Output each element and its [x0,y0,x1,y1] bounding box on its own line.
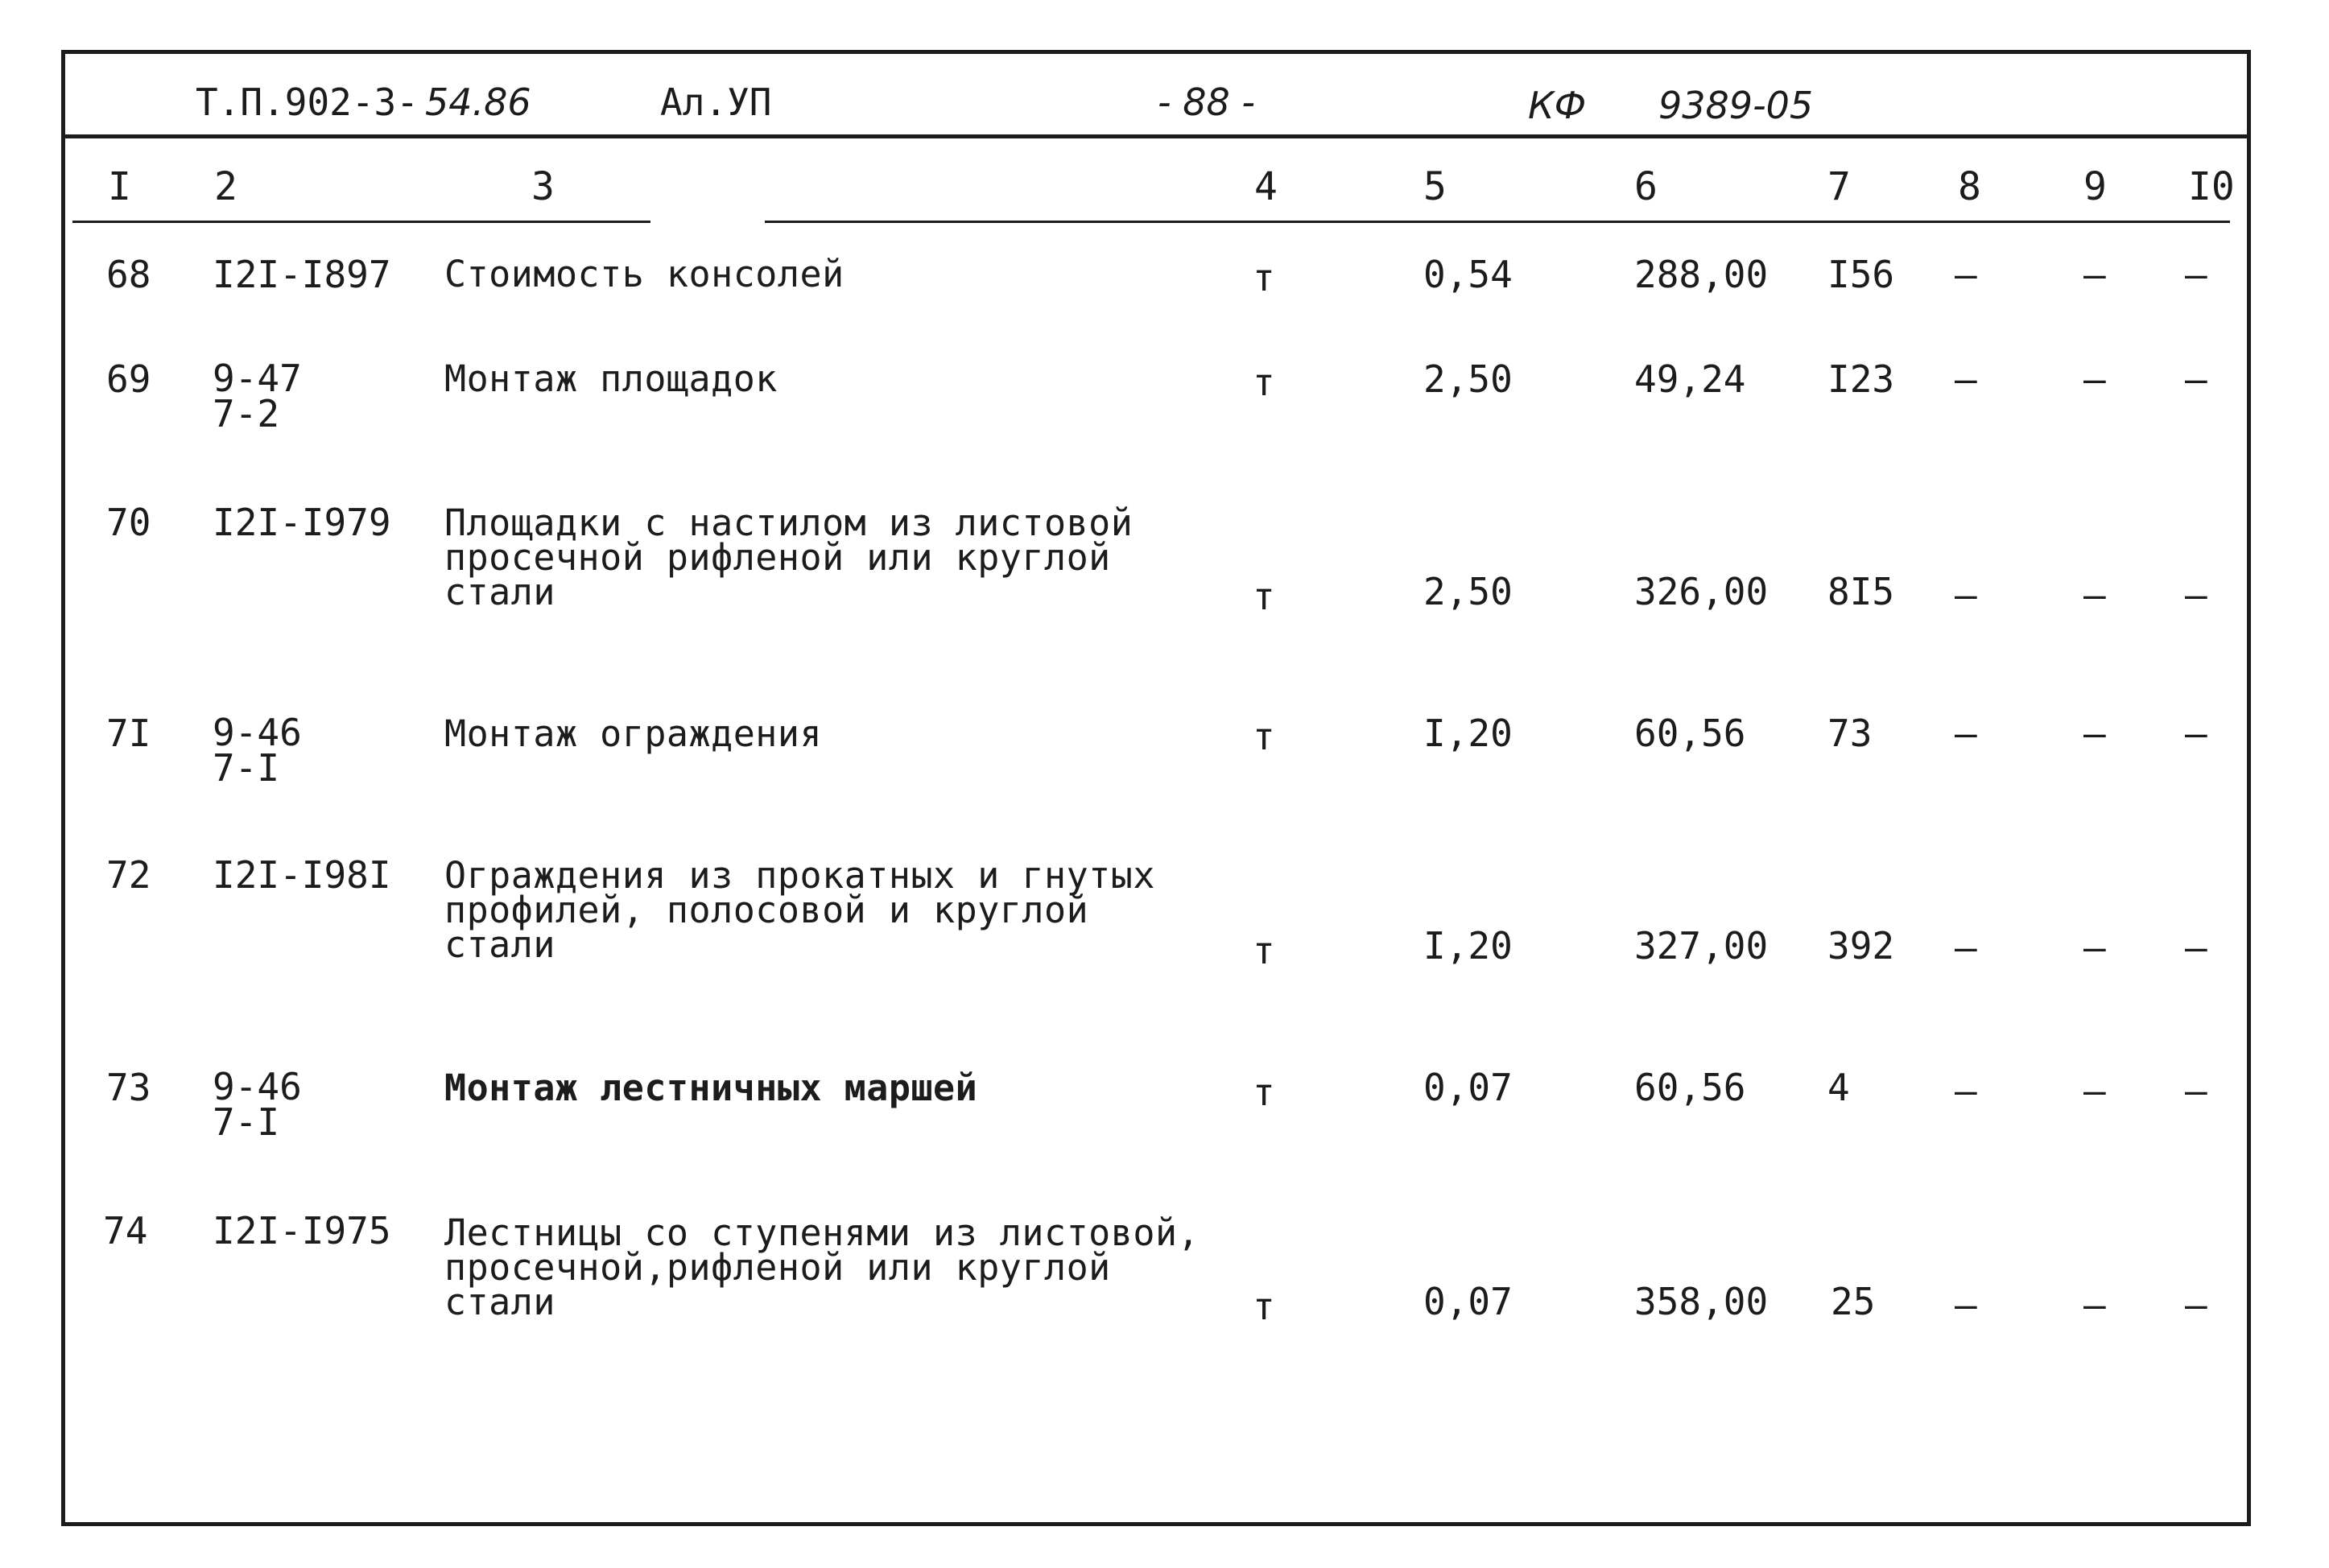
total-cost: 8I5 [1827,570,1895,613]
work-description: стали [444,923,555,966]
rate-code: I2I-I975 [213,1209,391,1252]
doc-code-handwritten: 54.86 [425,80,531,124]
unit: т [1253,929,1275,972]
column-number-8: 8 [1958,164,1981,209]
row-number: 74 [103,1209,148,1252]
rate-code: I2I-I98I [213,853,391,897]
row-number: 7I [106,712,151,755]
total-cost: I23 [1827,357,1895,401]
unit: т [1253,1285,1275,1328]
column-8-value: – [1955,1283,1977,1327]
quantity: 0,54 [1423,253,1513,296]
rate-code: I2I-I897 [213,253,391,296]
header-divider [61,134,2251,138]
quantity: 2,50 [1423,570,1513,613]
column-9-value: – [2083,573,2106,617]
column-number-10: I0 [2188,164,2235,209]
column-number-3: 3 [531,164,555,209]
column-number-6: 6 [1634,164,1658,209]
doc-code: Т.П.902-3- [196,80,419,124]
quantity: 0,07 [1423,1280,1513,1323]
work-description: стали [444,1281,555,1323]
column-number-underline [765,221,2230,223]
rate-code: 9-46 [213,1065,302,1108]
quantity: I,20 [1423,924,1513,968]
total-cost: 392 [1827,924,1895,968]
column-8-value: – [1955,926,1977,969]
work-description: профилей, полосовой и круглой [444,889,1089,931]
page-number: - 88 - [1158,80,1255,124]
column-8-value: – [1955,253,1977,296]
column-10-value: – [2185,926,2207,969]
column-8-value: – [1955,1069,1977,1112]
work-description: стали [444,571,555,613]
unit-price: 326,00 [1634,570,1769,613]
total-cost: 73 [1827,712,1873,755]
rate-code: 7-2 [213,392,280,435]
total-cost: 4 [1827,1066,1850,1109]
column-number-4: 4 [1254,164,1278,209]
total-cost: I56 [1827,253,1895,296]
column-number-underline [72,221,650,223]
unit-price: 60,56 [1634,712,1746,755]
column-10-value: – [2185,573,2207,617]
unit: т [1253,1071,1275,1114]
row-number: 69 [106,357,151,401]
rate-code: 9-47 [213,357,302,400]
row-number: 72 [106,853,151,897]
work-description: Монтаж лестничных маршей [444,1067,978,1109]
column-number-2: 2 [214,164,237,209]
column-9-value: – [2083,712,2106,755]
work-description: просечной рифленой или круглой [444,536,1111,579]
column-10-value: – [2185,712,2207,755]
work-description: Монтаж ограждения [444,712,823,755]
column-8-value: – [1955,573,1977,617]
quantity: 0,07 [1423,1066,1513,1109]
column-10-value: – [2185,1283,2207,1327]
column-8-value: – [1955,357,1977,401]
column-10-value: – [2185,253,2207,296]
column-number-5: 5 [1423,164,1447,209]
work-description: Ограждения из прокатных и гнутых [444,854,1155,897]
unit: т [1253,361,1275,404]
stamp-number: 9389-05 [1658,84,1814,127]
column-number-7: 7 [1827,164,1851,209]
unit: т [1253,256,1275,299]
column-9-value: – [2083,926,2106,969]
row-number: 73 [106,1066,151,1109]
column-9-value: – [2083,253,2106,296]
column-9-value: – [2083,357,2106,401]
unit-price: 288,00 [1634,253,1769,296]
work-description: просечной,рифленой или круглой [444,1246,1111,1289]
total-cost: 25 [1831,1280,1876,1323]
column-10-value: – [2185,1069,2207,1112]
album-label: Ал.УП [660,80,772,124]
rate-code: 7-I [213,746,280,790]
column-10-value: – [2185,357,2207,401]
work-description: Лестницы со ступенями из листовой, [444,1211,1200,1254]
column-8-value: – [1955,712,1977,755]
column-number-1: I [108,164,131,209]
unit-price: 60,56 [1634,1066,1746,1109]
work-description: Площадки с настилом из листовой [444,501,1134,544]
rate-code: 9-46 [213,711,302,754]
column-number-9: 9 [2083,164,2107,209]
quantity: I,20 [1423,712,1513,755]
column-9-value: – [2083,1283,2106,1327]
column-9-value: – [2083,1069,2106,1112]
work-description: Стоимость консолей [444,253,844,295]
row-number: 70 [106,501,151,544]
unit: т [1253,715,1275,758]
quantity: 2,50 [1423,357,1513,401]
unit-price: 49,24 [1634,357,1746,401]
unit-price: 327,00 [1634,924,1769,968]
row-number: 68 [106,253,151,296]
unit: т [1253,575,1275,618]
stamp-label: КФ [1528,84,1587,127]
rate-code: 7-I [213,1100,280,1144]
unit-price: 358,00 [1634,1280,1769,1323]
rate-code: I2I-I979 [213,501,391,544]
work-description: Монтаж площадок [444,357,778,400]
